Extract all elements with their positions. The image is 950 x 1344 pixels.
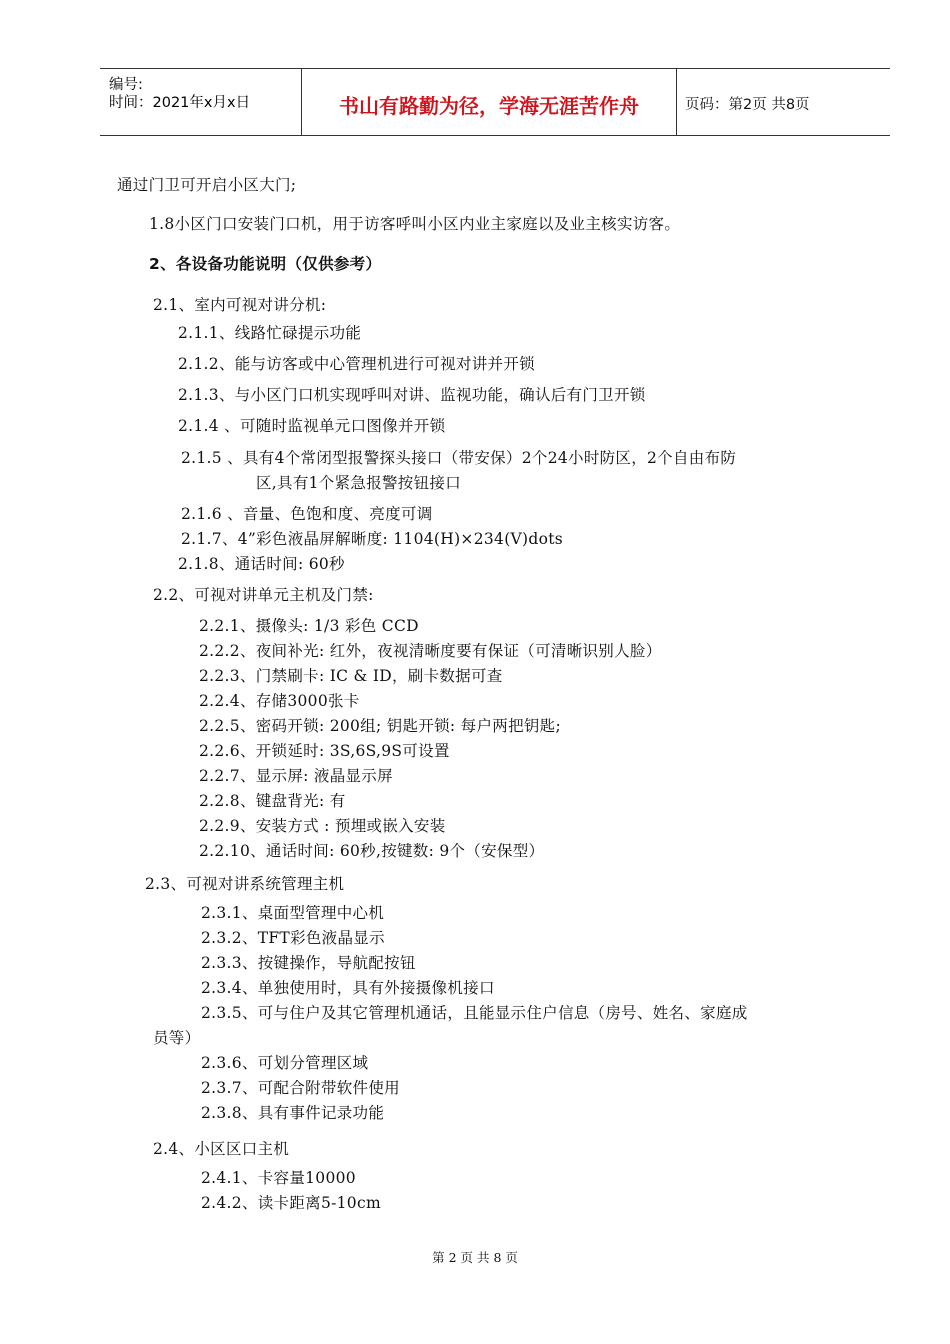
document-time-label: 时间：2021年x月x日 <box>109 95 251 111</box>
header-motto-cell <box>302 69 677 135</box>
list-item: 2.2.10、通话时间: 60秒,按键数: 9个（安保型） <box>199 842 545 860</box>
list-item: 2.2.6、开锁延时: 3S,6S,9S可设置 <box>199 742 450 760</box>
list-item: 2.1.5 、具有4个常闭型报警探头接口（带安保）2个24小时防区，2个自由布防 <box>181 449 737 467</box>
list-item: 2.2.7、显示屏: 液晶显示屏 <box>199 767 393 785</box>
list-item: 2.4.1、卡容量10000 <box>201 1169 356 1187</box>
list-item: 2.1.3、与小区门口机实现呼叫对讲、监视功能，确认后有门卫开锁 <box>178 386 646 404</box>
header-page-cell <box>677 69 890 135</box>
list-item: 2.3.1、桌面型管理中心机 <box>201 904 385 922</box>
list-item: 2.1.8、通话时间: 60秒 <box>178 555 345 573</box>
subsection-heading: 2.4、小区区口主机 <box>153 1140 290 1158</box>
page-footer: 第 2 页 共 8 页 <box>432 1250 518 1265</box>
list-item: 2.3.5、可与住户及其它管理机通话，且能显示住户信息（房号、姓名、家庭成 <box>201 1004 748 1022</box>
list-item: 2.2.9、安装方式 : 预埋或嵌入安装 <box>199 817 446 835</box>
list-item-continuation: 区,具有1个紧急报警按钮接口 <box>256 474 461 492</box>
body-line: 1.8小区门口安装门口机，用于访客呼叫小区内业主家庭以及业主核实访客。 <box>149 215 681 233</box>
list-item: 2.2.5、密码开锁: 200组; 钥匙开锁: 每户两把钥匙; <box>199 717 561 735</box>
subsection-heading: 2.3、可视对讲系统管理主机 <box>145 875 345 893</box>
list-item-continuation: 员等） <box>153 1029 201 1047</box>
list-item: 2.1.4 、可随时监视单元口图像并开锁 <box>178 417 446 435</box>
list-item: 2.2.8、键盘背光: 有 <box>199 792 346 810</box>
header-motto: 书山有路勤为径，学海无涯苦作舟 <box>339 94 639 118</box>
list-item: 2.2.2、夜间补光: 红外，夜视清晰度要有保证（可清晰识别人脸） <box>199 642 662 660</box>
subsection-heading: 2.2、可视对讲单元主机及门禁: <box>153 586 374 604</box>
document-number-label: 编号: <box>109 77 143 93</box>
list-item: 2.3.7、可配合附带软件使用 <box>201 1079 400 1097</box>
list-item: 2.3.2、TFT彩色液晶显示 <box>201 929 385 947</box>
subsection-heading: 2.1、室内可视对讲分机: <box>153 296 327 314</box>
list-item: 2.1.1、线路忙碌提示功能 <box>178 324 362 342</box>
header-meta-cell <box>100 69 302 135</box>
list-item: 2.3.6、可划分管理区域 <box>201 1054 369 1072</box>
list-item: 2.2.1、摄像头: 1/3 彩色 CCD <box>199 617 419 635</box>
section-heading: 2、各设备功能说明（仅供参考） <box>149 255 382 273</box>
list-item: 2.3.3、按键操作，导航配按钮 <box>201 954 416 972</box>
list-item: 2.1.6 、音量、色饱和度、亮度可调 <box>181 505 433 523</box>
list-item: 2.1.7、4”彩色液晶屏解晰度: 1104(H)×234(V)dots <box>181 530 564 548</box>
list-item: 2.2.4、存储3000张卡 <box>199 692 360 710</box>
list-item: 2.1.2、能与访客或中心管理机进行可视对讲并开锁 <box>178 355 535 373</box>
header-page-code: 页码：第2页 共8页 <box>685 97 810 113</box>
list-item: 2.4.2、读卡距离5-10cm <box>201 1194 381 1212</box>
list-item: 2.3.4、单独使用时，具有外接摄像机接口 <box>201 979 495 997</box>
list-item: 2.3.8、具有事件记录功能 <box>201 1104 385 1122</box>
page-header <box>100 68 890 136</box>
list-item: 2.2.3、门禁刷卡: IC & ID，刷卡数据可查 <box>199 667 503 685</box>
body-line: 通过门卫可开启小区大门; <box>117 176 297 194</box>
